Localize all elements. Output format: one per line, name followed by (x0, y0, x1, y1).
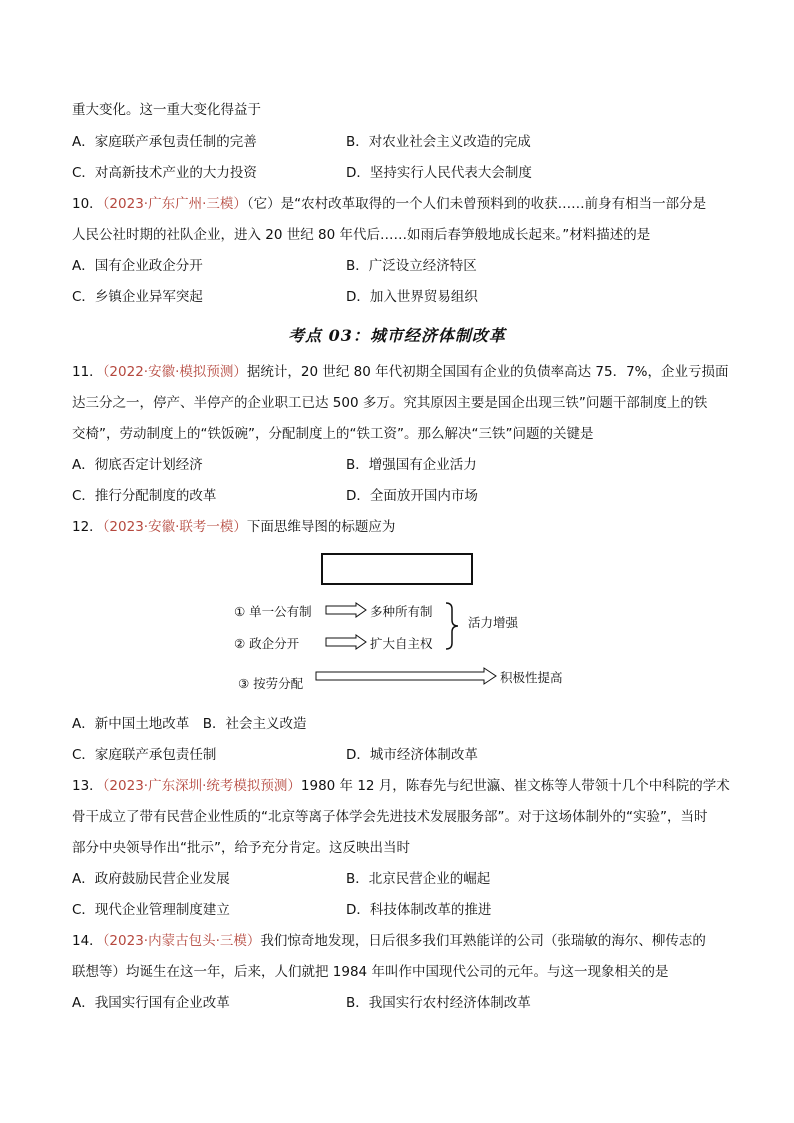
mind-map-brace-result: 活力增强 (468, 615, 519, 630)
mind-map-row2-left: ② 政企分开 (234, 636, 300, 651)
q11-option-b[interactable]: B．增强国有企业活力 (346, 457, 477, 473)
q13-source: （2023·广东深圳·统考模拟预测） (102, 778, 301, 794)
q11-source: （2022·安徽·模拟预测） (102, 364, 247, 380)
q11-stem-line3: 交椅”，劳动制度上的“铁饭碗”，分配制度上的“铁工资”。那么解决“三铁”问题的关键是 (72, 426, 594, 442)
q14-option-b[interactable]: B．我国实行农村经济体制改革 (346, 995, 531, 1011)
q10-stem-line1 (72, 194, 706, 214)
q11-stem-text: 据统计，20 世纪 80 年代初期全国国有企业的负债率高达 75．7%，企业亏损面 (246, 364, 729, 380)
q12-options-ab[interactable]: A．新中国土地改革 B．社会主义改造 (72, 716, 307, 732)
q10-option-c[interactable]: C．乡镇企业异军突起 (72, 289, 203, 305)
q11-stem-line2: 达三分之一，停产、半停产的企业职工已达 500 多万。究其原因主要是国企出现三铁”问题干部制度上的铁 (72, 395, 708, 411)
q11-option-d[interactable]: D．全面放开国内市场 (346, 488, 478, 504)
mind-map-row1-left: ① 单一公有制 (234, 604, 312, 619)
q12-number: 12． (72, 519, 103, 535)
q13-option-c[interactable]: C．现代企业管理制度建立 (72, 902, 230, 918)
q13-option-b[interactable]: B．北京民营企业的崛起 (346, 871, 491, 887)
q13-stem-line1 (72, 776, 730, 796)
q14-stem-line2: 联想等）均诞生在这一年，后来，人们就把 1984 年叫作中国现代公司的元年。与这一现象相关的是 (72, 964, 669, 980)
q9-option-c[interactable]: C．对高新技术产业的大力投资 (72, 165, 257, 181)
q11-number: 11． (72, 364, 103, 380)
q12-option-c[interactable]: C．家庭联产承包责任制 (72, 747, 217, 763)
q12-option-d[interactable]: D．城市经济体制改革 (346, 747, 478, 763)
mind-map-row3-right: 积极性提高 (500, 670, 563, 685)
q9-option-b[interactable]: B．对农业社会主义改造的完成 (346, 134, 531, 150)
q13-option-d[interactable]: D．科技体制改革的推进 (346, 902, 492, 918)
q14-source: （2023·内蒙古包头·三模） (102, 933, 261, 949)
q9-stem-end: 重大变化。这一重大变化得益于 (72, 102, 261, 118)
q12-source: （2023·安徽·联考一模） (102, 519, 247, 535)
q11-option-c[interactable]: C．推行分配制度的改革 (72, 488, 217, 504)
q13-stem-text: 1980 年 12 月，陈春先与纪世瀛、崔文栋等人带领十几个中科院的学术 (300, 778, 730, 794)
q13-stem-line2: 骨干成立了带有民营企业性质的“北京等离子体学会先进技术发展服务部”。对于这场体制外的“实验”，当时 (72, 809, 708, 825)
q10-source: （2023·广东广州·三模） (102, 196, 247, 212)
q9-option-a[interactable]: A．家庭联产承包责任制的完善 (72, 134, 257, 150)
q10-option-d[interactable]: D．加入世界贸易组织 (346, 289, 478, 305)
mind-map-brace (446, 603, 458, 649)
section-heading: 考点 03：城市经济体制改革 (288, 326, 506, 345)
mind-map-row2-right: 扩大自主权 (370, 636, 433, 651)
q13-option-a[interactable]: A．政府鼓励民营企业发展 (72, 871, 230, 887)
q14-stem-line1 (72, 931, 706, 951)
mind-map-row3-arrow (316, 668, 496, 684)
q9-option-d[interactable]: D．坚持实行人民代表大会制度 (346, 165, 532, 181)
mind-map-row1-right: 多种所有制 (370, 604, 433, 619)
mind-map-row1-arrow (326, 603, 366, 617)
q13-stem-line3: 部分中央领导作出“批示”，给予充分肯定。这反映出当时 (72, 840, 410, 856)
q10-option-b[interactable]: B．广泛设立经济特区 (346, 258, 477, 274)
q10-stem-text: （它）是“农村改革取得的一个人们未曾预料到的收获……前身有相当一部分是 (246, 196, 707, 212)
q14-option-a[interactable]: A．我国实行国有企业改革 (72, 995, 230, 1011)
q10-option-a[interactable]: A．国有企业政企分开 (72, 258, 203, 274)
q12-stem-line1 (72, 517, 395, 537)
q10-number: 10． (72, 196, 103, 212)
mind-map-row2-arrow (326, 635, 366, 649)
q14-stem-text: 我们惊奇地发现，日后很多我们耳熟能详的公司（张瑞敏的海尔、柳传志的 (260, 933, 706, 949)
mind-map-row3-left: ③ 按劳分配 (238, 676, 304, 691)
q10-stem-line2: 人民公社时期的社队企业，进入 20 世纪 80 年代后……如雨后春笋般地成长起来。”材料描述的是 (72, 227, 651, 243)
q13-number: 13． (72, 778, 103, 794)
q11-stem-line1 (72, 362, 729, 382)
q12-stem-text: 下面思维导图的标题应为 (246, 519, 396, 535)
q14-number: 14． (72, 933, 103, 949)
mind-map-title-box (322, 554, 472, 584)
q11-option-a[interactable]: A．彻底否定计划经济 (72, 457, 203, 473)
